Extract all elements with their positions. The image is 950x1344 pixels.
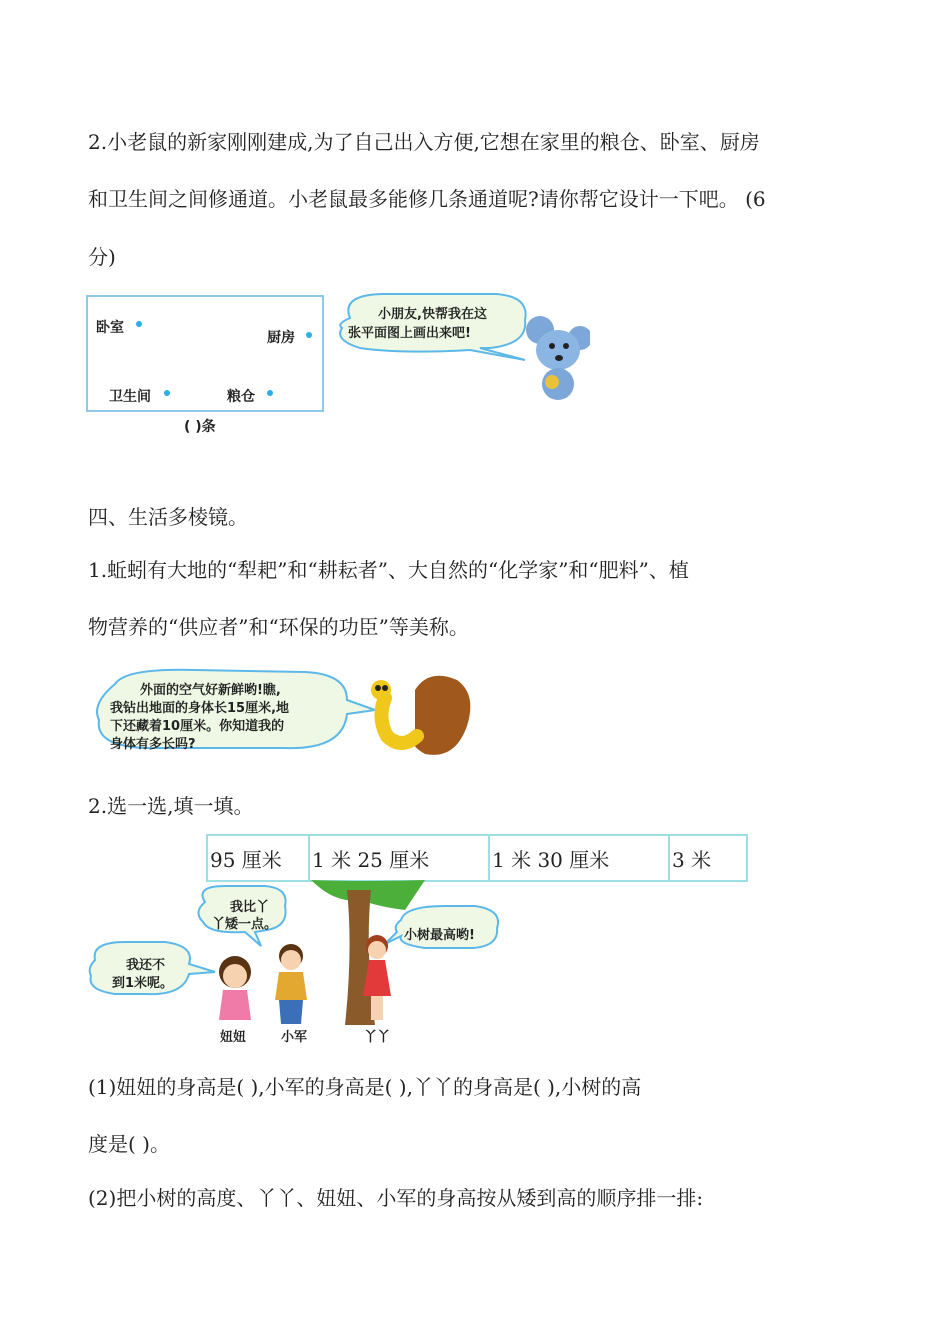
worm-icon — [371, 676, 470, 755]
option-4: 3 米 — [669, 835, 747, 881]
s4-q2-title: 2.选一选,填一填。 — [88, 794, 254, 818]
room-bathroom: 卫生间 — [109, 389, 151, 405]
worm-bubble-line-1: 外面的空气好新鲜哟!瞧, — [140, 683, 281, 698]
height-illustration — [85, 880, 505, 1030]
bubble-niuniu-line-2: 到1米呢。 — [112, 976, 174, 991]
section-4-title: 四、生活多棱镜。 — [88, 505, 248, 529]
worm-bubble-line-4: 身体有多长吗? — [110, 737, 196, 752]
s4-q2-sub2: (2)把小树的高度、丫丫、妞妞、小军的身高按从矮到高的顺序排一排: — [88, 1186, 704, 1210]
bedroom-dot — [136, 321, 142, 327]
mouse-icon — [526, 316, 590, 400]
s4-q2-sub1-line-1: (1)妞妞的身高是( ),小军的身高是( ),丫丫的身高是( ),小树的高 — [88, 1075, 642, 1099]
q2-line-2: 和卫生间之间修通道。小老鼠最多能修几条通道呢?请你帮它设计一下吧。 (6 — [88, 187, 766, 211]
s4-q1-line-1: 1.蚯蚓有大地的“犁耙”和“耕耘者”、大自然的“化学家”和“肥料”、植 — [88, 558, 689, 582]
granary-dot — [267, 390, 273, 396]
s4-q2-sub1-line-2: 度是( )。 — [88, 1132, 170, 1156]
label-yaya: 丫丫 — [364, 1030, 391, 1045]
label-xiaojun: 小军 — [281, 1030, 308, 1045]
bubble-junjun-line-2: 丫矮一点。 — [212, 917, 278, 932]
mouse-bubble-line-1: 小朋友,快帮我在这 — [378, 307, 487, 322]
option-3: 1 米 30 厘米 — [489, 835, 669, 881]
bathroom-dot — [164, 390, 170, 396]
bubble-junjun-line-1: 我比丫 — [230, 900, 270, 915]
answer-count[interactable]: ( )条 — [184, 419, 216, 435]
label-niuniu: 妞妞 — [220, 1030, 247, 1045]
worm-bubble-line-3: 下还藏着10厘米。你知道我的 — [110, 719, 285, 734]
mouse-bubble-line-2: 张平面图上画出来吧! — [348, 326, 471, 341]
bubble-niuniu-line-1: 我还不 — [126, 958, 166, 973]
room-granary: 粮仓 — [227, 389, 255, 405]
bubble-tree-text: 小树最高哟! — [404, 928, 475, 943]
options-table — [206, 834, 748, 882]
room-kitchen: 厨房 — [267, 330, 295, 346]
niuniu-icon — [219, 956, 251, 1020]
worm-bubble-line-2: 我钻出地面的身体长15厘米,地 — [110, 701, 290, 716]
option-1: 95 厘米 — [207, 835, 309, 881]
room-bedroom: 卧室 — [96, 320, 124, 336]
tree-icon — [311, 880, 425, 1025]
q2-line-1: 2.小老鼠的新家刚刚建成,为了自己出入方便,它想在家里的粮仓、卧室、厨房 — [88, 130, 760, 154]
kitchen-dot — [306, 332, 312, 338]
q2-line-3: 分) — [88, 245, 116, 269]
option-2: 1 米 25 厘米 — [309, 835, 489, 881]
xiaojun-icon — [275, 944, 307, 1024]
s4-q1-line-2: 物营养的“供应者”和“环保的功臣”等美称。 — [88, 615, 469, 639]
